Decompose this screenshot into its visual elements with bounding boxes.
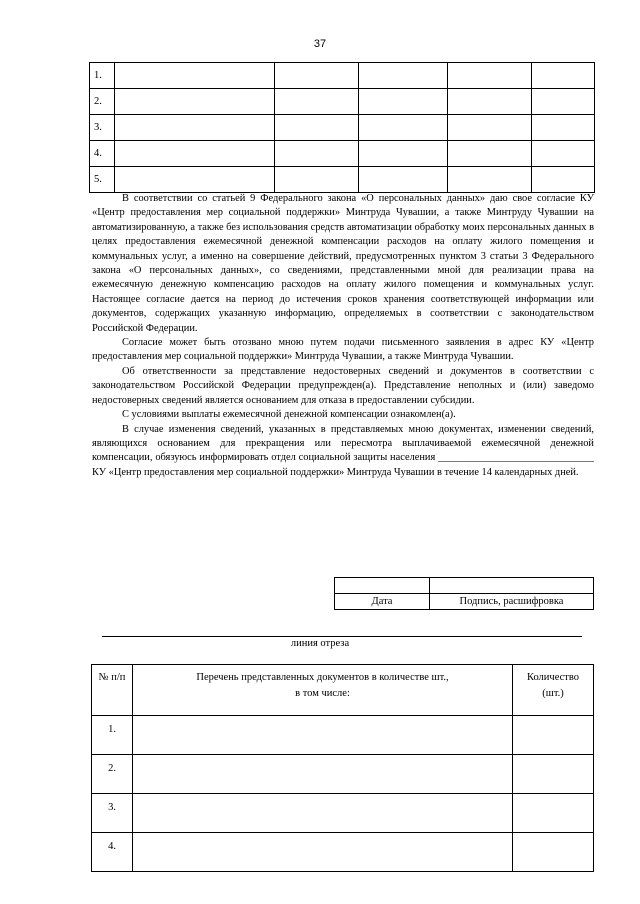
date-field: [335, 578, 430, 594]
header-qty: [513, 665, 594, 716]
table-cell: [115, 63, 275, 89]
cut-line: [102, 636, 582, 637]
table-row: [90, 141, 595, 167]
table-cell: [275, 167, 358, 193]
table-row: [90, 115, 595, 141]
table-cell: [133, 794, 513, 833]
table-cell: [115, 89, 275, 115]
table-cell: [531, 89, 594, 115]
signature-field: [430, 578, 594, 594]
table-cell: [448, 63, 531, 89]
table-cell: [531, 115, 594, 141]
table-cell: [513, 755, 594, 794]
table-cell: [531, 141, 594, 167]
header-list: [133, 665, 513, 716]
table-cell: [133, 755, 513, 794]
table-cell: [448, 115, 531, 141]
row-number: 3.: [90, 115, 115, 141]
top-table: [89, 62, 595, 193]
table-cell: [115, 115, 275, 141]
table-cell: [275, 141, 358, 167]
conditions-paragraph: С условиями выплаты ежемесячной денежной компенсации ознакомлен(а).: [122, 409, 456, 421]
consent-text: [92, 192, 594, 480]
table-cell: [358, 115, 448, 141]
row-number: 1.: [92, 716, 133, 755]
header-list-line1: Перечень представленных документов в количестве шт.,: [196, 672, 449, 683]
date-label: Дата: [335, 594, 430, 610]
table-row: [90, 63, 595, 89]
responsibility-paragraph: Об ответственности за представление недостоверных сведений и документов в соответствии с законодательством Российской Федерации предупрежден(а). Представление неполных и (или) заведомо недостоверных сведений является основанием для отказа в предоставлении субсидии.: [92, 365, 594, 406]
row-number: 4.: [92, 833, 133, 872]
table-row: [335, 594, 594, 610]
row-number: 4.: [90, 141, 115, 167]
table-cell: [275, 89, 358, 115]
row-number: 1.: [90, 63, 115, 89]
table-row: [335, 578, 594, 594]
table-cell: [531, 167, 594, 193]
table-row: [92, 833, 594, 872]
header-list-line2: в том числе:: [295, 688, 350, 699]
table-cell: [448, 141, 531, 167]
table-cell: [358, 89, 448, 115]
revocation-paragraph: Согласие может быть отозвано мною путем подачи письменного заявления в адрес КУ «Центр предоставления мер социальной поддержки» Минтруда Чувашии, а также Минтруда Чувашии.: [92, 337, 594, 363]
table-cell: [513, 833, 594, 872]
table-cell: [358, 167, 448, 193]
header-qty-line1: Количество: [526, 672, 580, 683]
table-cell: [358, 141, 448, 167]
cut-line-label: линия отреза: [290, 638, 350, 649]
signature-table: [334, 577, 594, 610]
table-header-row: [92, 665, 594, 716]
table-cell: [513, 716, 594, 755]
table-cell: [531, 63, 594, 89]
table-cell: [513, 794, 594, 833]
table-row: [92, 755, 594, 794]
consent-paragraph: В соответствии со статьей 9 Федерального закона «О персональных данных» даю свое согласие КУ «Центр предоставления мер социальной поддержки» Минтруда Чувашии, а также Минтруду Чувашии на автоматизированную, а также без использования средств автоматизации обработку моих персональных данных в целях предоставления ежемесячной денежной компенсации расходов на оплату жилого помещения и коммунальных услуг, а именно на совершение действий, предусмотренных пунктом 3 статьи 3 Федерального закона «О персональных данных», со сведениями, представленными мной для реализации права на ежемесячную денежную компенсацию расходов на оплату жилого помещения и коммунальных услуг. Настоящее согласие дается на период до истечения сроков хранения соответствующей информации или документов, содержащих указанную информацию, определяемых в соответствии с законодательством Российской Федерации.: [92, 193, 594, 334]
table-cell: [115, 141, 275, 167]
table-cell: [358, 63, 448, 89]
table-cell: [275, 115, 358, 141]
page-number: 37: [313, 38, 327, 50]
table-cell: [133, 716, 513, 755]
table-row: [90, 89, 595, 115]
table-row: [92, 716, 594, 755]
table-cell: [448, 89, 531, 115]
table-row: [90, 167, 595, 193]
header-qty-line2: (шт.): [542, 688, 564, 699]
row-number: 2.: [90, 89, 115, 115]
table-cell: [275, 63, 358, 89]
signature-label: Подпись, расшифровка: [430, 594, 594, 610]
row-number: 3.: [92, 794, 133, 833]
table-cell: [115, 167, 275, 193]
changes-paragraph: В случае изменения сведений, указанных в представляемых мною документах, изменении сведений, являющихся основанием для прекращения или пересмотра выплачиваемой ежемесячной денежной компенсации, обязуюсь информировать отдел социальной защиты населения ______________________________ КУ «Центр предоставления мер социальной поддержки» Минтруда Чувашии в течение 14 календарных дней.: [92, 423, 594, 478]
header-number: № п/п: [92, 665, 133, 716]
table-row: [92, 794, 594, 833]
row-number: 2.: [92, 755, 133, 794]
documents-table: [91, 664, 594, 872]
table-cell: [133, 833, 513, 872]
row-number: 5.: [90, 167, 115, 193]
table-cell: [448, 167, 531, 193]
